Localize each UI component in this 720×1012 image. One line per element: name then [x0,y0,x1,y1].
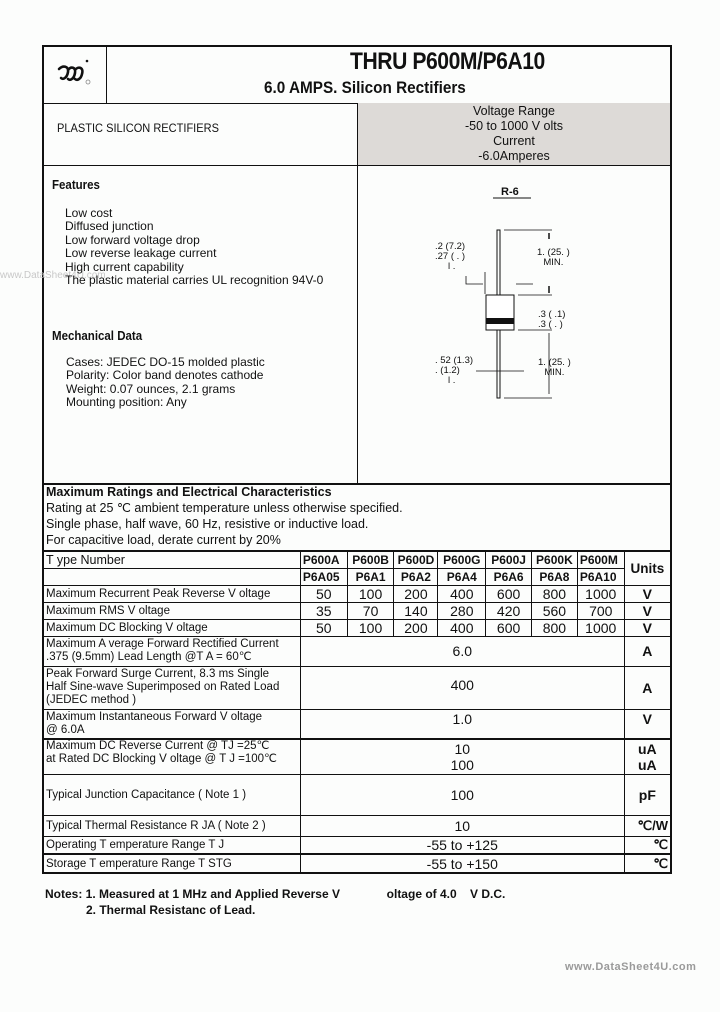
dim-text: . 52 (1.3) [435,355,474,366]
dim-lead-diameter [435,356,473,386]
part-number-alt: P6A05 [300,568,347,585]
value-cell: -55 to +125 [300,836,624,854]
ratings-condition: For capacitive load, derate current by 20% [46,533,281,547]
package-name: R-6 [501,186,519,198]
part-number: P600K [531,551,577,568]
diode-outline-icon [358,166,670,484]
dim-text: l . [448,375,456,386]
feature-item: Low reverse leakage current [65,246,217,261]
dim-text: .27 ( . ) [435,251,466,262]
table-row [43,619,671,636]
dim-text: 1. (25. ) [538,357,571,368]
notes [45,886,505,918]
spec-box [358,103,670,165]
part-number: P600J [486,551,532,568]
logo-divider [106,46,107,103]
dim-text: . (1.2) [435,365,460,376]
parameter-label [43,709,300,739]
dim-body-diameter [435,242,465,272]
label-line: @ 6.0A [46,723,85,736]
parameter-label: Maximum RMS V oltage [43,602,300,619]
table-row [43,602,671,619]
parameter-label: Typical Junction Capacitance ( Note 1 ) [43,774,300,815]
part-number: P600B [347,551,394,568]
unit-cell: V [624,602,671,619]
parameter-label: Operating T emperature Range T J [43,836,300,854]
value-cell: 600 [486,585,532,602]
parameter-label: Typical Thermal Resistance R JA ( Note 2 ) [43,815,300,836]
unit-cell: ℃ [624,854,671,873]
footer-url[interactable]: www.DataSheet4U.com [565,961,697,973]
dim-top-lead-length [537,248,570,268]
dim-text: .3 ( .1) [538,309,566,320]
ratings-condition: Single phase, half wave, 60 Hz, resistive or inductive load. [46,517,369,531]
feature-item: Diffused junction [65,219,154,234]
label-line: at Rated DC Blocking V oltage @ T J =100℃ [46,753,277,765]
feature-item: Low cost [65,206,113,220]
value-line: 10 [454,740,471,757]
unit-cell: ℃/W [624,815,671,836]
label-line: .375 (9.5mm) Lead Length @T A = 60℃ [46,651,252,663]
part-number-alt: P6A8 [531,568,577,585]
value-cell: 800 [531,619,577,636]
ratings-heading: Maximum Ratings and Electrical Characteristics [46,485,332,499]
part-number-alt: P6A2 [394,568,438,585]
value-cell: 200 [394,585,438,602]
table-row [43,739,671,774]
spec-current-label: Current [493,134,535,148]
dim-text: .2 (7.2) [435,241,466,252]
value-cell: -55 to +150 [300,854,624,873]
table-row [43,709,671,739]
dim-text: .3 ( . ) [538,319,563,330]
label-line: Half Sine-wave Superimposed on Rated Load [46,681,280,693]
value-cell: 400 [300,666,624,709]
value-cell: 420 [486,602,532,619]
part-number: P600D [394,551,438,568]
note-2: 2. Thermal Resistanc of Lead. [86,903,256,917]
value-cell: 560 [531,602,577,619]
unit-cell: V [624,619,671,636]
package-diagram [358,166,670,484]
value-cell: 1000 [577,619,624,636]
value-cell: 140 [394,602,438,619]
features-heading: Features [52,178,100,192]
table-row [43,836,671,854]
parameter-label [43,666,300,709]
parameter-label: Maximum DC Blocking V oltage [43,619,300,636]
part-number-alt: P6A10 [577,568,624,585]
label-line: Peak Forward Surge Current, 8.3 ms Single [46,668,270,680]
ratings-condition: Rating at 25 ℃ ambient temperature unless otherwise specified. [46,501,403,515]
page-title: THRU P600M/P6A10 [350,48,545,75]
parameter-label [43,636,300,666]
mechanical-item: Weight: 0.07 ounces, 2.1 grams [66,381,236,396]
feature-item: High current capability [65,259,184,274]
value-cell: 1.0 [300,709,624,739]
unit-cell: A [624,636,671,666]
parameter-label: Storage T emperature Range T STG [43,854,300,873]
unit-line: uA [638,756,657,773]
value-cell: 50 [300,585,347,602]
feature-item: Low forward voltage drop [65,232,200,247]
value-cell: 6.0 [300,636,624,666]
label-line: Maximum A verage Forward Rectified Current [46,638,279,650]
empty-cell [43,568,300,585]
table-row [43,815,671,836]
mechanical-item: Mounting position: Any [66,395,187,410]
part-number-alt: P6A4 [438,568,486,585]
spec-voltage-value: -50 to 1000 V olts [465,119,563,133]
table-row [43,636,671,666]
value-cell: 280 [438,602,486,619]
value-cell: 100 [347,585,394,602]
label-line: Maximum Instantaneous Forward V oltage [46,710,263,723]
spec-current-value: -6.0Amperes [478,149,550,163]
value-cell: 400 [438,585,486,602]
part-number-alt: P6A1 [347,568,394,585]
value-cell: 400 [438,619,486,636]
mechanical-item: Polarity: Color band denotes cathode [66,368,264,383]
parameter-label: Maximum Recurrent Peak Reverse V oltage [43,585,300,602]
product-category: PLASTIC SILICON RECTIFIERS [57,121,219,135]
feature-item: The plastic material carries UL recognition 94V-0 [65,273,324,288]
parameter-label [43,739,300,774]
mechanical-list [66,356,265,410]
part-number: P600A [300,551,347,568]
unit-cell [624,739,671,774]
mechanical-heading: Mechanical Data [52,329,143,343]
value-cell: 100 [300,774,624,815]
ratings-table [42,550,672,874]
unit-cell: pF [624,774,671,815]
spec-voltage-label: Voltage Range [472,104,555,118]
value-cell: 600 [486,619,532,636]
table-row [43,666,671,709]
unit-cell: A [624,666,671,709]
value-cell: 100 [347,619,394,636]
table-header-row [43,551,671,568]
value-cell: 1000 [577,585,624,602]
company-logo [55,56,99,90]
dim-text: MIN. [544,367,565,378]
table-row [43,774,671,815]
value-cell: 50 [300,619,347,636]
table-row [43,854,671,873]
type-number-label: T ype Number [43,551,300,568]
note-1: Notes: 1. Measured at 1 MHz and Applied Reverse V oltage of 4.0 V D.C. [45,887,506,901]
part-number-alt: P6A6 [486,568,532,585]
value-cell: 10 [300,815,624,836]
part-number: P600M [577,551,624,568]
value-cell: 70 [347,602,394,619]
dim-bottom-lead-length [538,358,571,378]
value-cell: 200 [394,619,438,636]
unit-cell: ℃ [624,836,671,854]
ratings-block [42,484,672,550]
table-header-row [43,568,671,585]
logo-icon [55,56,99,90]
mechanical-item: Cases: JEDEC DO-15 molded plastic [66,355,265,369]
page-subtitle: 6.0 AMPS. Silicon Rectifiers [264,78,466,97]
label-line: Maximum DC Reverse Current @ TJ =25℃ [46,740,270,752]
dim-text: l . [448,261,456,272]
value-cell: 700 [577,602,624,619]
dim-text: MIN. [543,257,564,268]
value-cell: 35 [300,602,347,619]
dim-text: 1. (25. ) [537,247,570,258]
table-row [43,585,671,602]
value-cell [300,739,624,774]
unit-cell: V [624,585,671,602]
features-list [65,207,323,287]
value-cell: 800 [531,585,577,602]
watermark: www.DataSheet4U.com [0,270,106,281]
part-number: P600G [438,551,486,568]
dim-body-length [538,310,565,330]
unit-line: uA [638,740,657,757]
unit-cell: V [624,709,671,739]
value-line: 100 [450,756,474,773]
units-header: Units [624,551,671,585]
label-line: (JEDEC method ) [46,694,137,706]
